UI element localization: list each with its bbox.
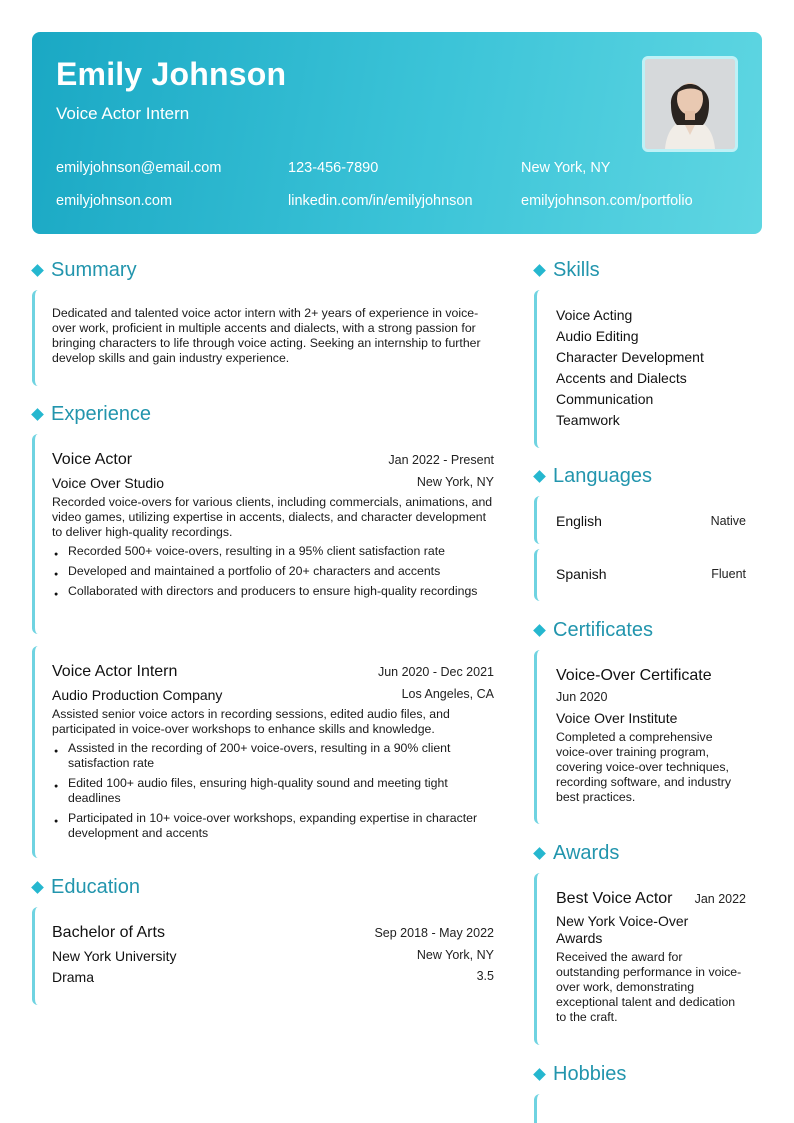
summary-heading-label: Summary xyxy=(51,259,137,281)
location-contact: New York, NY xyxy=(521,160,611,176)
certificate-entry xyxy=(534,650,762,824)
certificate-name: Voice-Over Certificate xyxy=(556,667,712,684)
skills-block xyxy=(534,290,762,448)
job-location: New York, NY xyxy=(416,475,494,489)
phone-contact[interactable]: 123-456-7890 xyxy=(288,160,379,176)
job-description: Assisted senior voice actors in recording sessions, edited audio files, and participated in voice-over workshops to enhance skills and knowledge. xyxy=(52,707,450,736)
certificate-date: Jun 2020 xyxy=(556,690,608,704)
language-item xyxy=(534,549,762,601)
education-date: Sep 2018 - May 2022 xyxy=(374,926,494,940)
job-achievements xyxy=(52,544,494,604)
profile-photo xyxy=(642,56,738,152)
school-name: New York University xyxy=(52,948,177,964)
education-entry xyxy=(32,907,494,1005)
award-issuer: New York Voice-Over Awards xyxy=(556,913,689,946)
language-item xyxy=(534,496,762,544)
skill-item: Audio Editing xyxy=(556,328,639,344)
skill-item: Character Development xyxy=(556,349,704,365)
award-description: Received the award for outstanding performance in voice-over work, demonstrating exceptional talent and dedication to the craft. xyxy=(556,950,742,1024)
field-of-study: Drama xyxy=(52,969,95,985)
hobbies-block xyxy=(534,1094,762,1123)
candidate-name: Emily Johnson xyxy=(56,56,287,92)
job-date: Jun 2020 - Dec 2021 xyxy=(377,665,494,679)
job-location: Los Angeles, CA xyxy=(401,687,494,701)
summary-heading xyxy=(31,259,137,282)
languages-heading-label: Languages xyxy=(553,465,652,487)
summary-text: Dedicated and talented voice actor intern with 2+ years of experience in voice-over work, proficient in multiple accents and dialects, with a strong passion for bringing characters to life through voice acting. Seeking an internship to further develop skills and gain industry experience. xyxy=(52,306,481,365)
diamond-icon xyxy=(533,264,546,277)
job-title: Voice Actor xyxy=(52,451,133,468)
profile-photo-image xyxy=(645,59,735,149)
education-heading-label: Education xyxy=(51,876,140,898)
diamond-icon xyxy=(31,408,44,421)
achievement-item: ● Collaborated with directors and producers to ensure high-quality recordings xyxy=(52,584,494,599)
language-name: English xyxy=(556,513,602,529)
resume-header xyxy=(32,32,762,234)
diamond-icon xyxy=(533,470,546,483)
awards-heading xyxy=(533,842,619,865)
job-description: Recorded voice-overs for various clients, including commercials, animations, and video games, utilizing expertise in accents, dialects, and character development to deliver high-quality recordings. xyxy=(52,495,493,539)
linkedin-contact[interactable]: linkedin.com/in/emilyjohnson xyxy=(288,193,473,209)
job-achievements xyxy=(52,741,494,846)
diamond-icon xyxy=(533,847,546,860)
skill-item: Voice Acting xyxy=(556,307,633,323)
certificate-issuer: Voice Over Institute xyxy=(556,710,678,726)
achievement-item: ● Recorded 500+ voice-overs, resulting in a 95% client satisfaction rate xyxy=(52,544,494,559)
language-name: Spanish xyxy=(556,566,607,582)
skills-heading-label: Skills xyxy=(553,259,600,281)
job-company: Audio Production Company xyxy=(52,687,223,703)
hobbies-heading-label: Hobbies xyxy=(553,1063,627,1085)
diamond-icon xyxy=(533,1068,546,1081)
job-entry xyxy=(32,434,494,634)
job-company: Voice Over Studio xyxy=(52,475,165,491)
school-location: New York, NY xyxy=(416,948,494,962)
job-date: Jan 2022 - Present xyxy=(388,453,494,467)
certificate-description: Completed a comprehensive voice-over training program, covering voice-over techniques, recording software, and industry best practices. xyxy=(556,730,731,804)
achievement-item: ● Assisted in the recording of 200+ voice-overs, resulting in a 90% client satisfaction rate xyxy=(52,741,494,771)
achievement-item: ● Edited 100+ audio files, ensuring high-quality sound and meeting tight deadlines xyxy=(52,776,494,806)
email-contact[interactable]: emilyjohnson@email.com xyxy=(56,160,222,176)
languages-heading xyxy=(533,465,652,488)
achievement-item: ● Participated in 10+ voice-over workshops, expanding expertise in character development and accents xyxy=(52,811,494,841)
achievement-item: ● Developed and maintained a portfolio of 20+ characters and accents xyxy=(52,564,494,579)
award-date: Jan 2022 xyxy=(694,892,746,906)
diamond-icon xyxy=(31,264,44,277)
hobbies-heading xyxy=(533,1063,626,1086)
language-level: Fluent xyxy=(711,567,746,581)
language-level: Native xyxy=(710,514,746,528)
education-heading xyxy=(31,876,140,899)
diamond-icon xyxy=(533,624,546,637)
candidate-role: Voice Actor Intern xyxy=(56,104,190,123)
portfolio-contact[interactable]: emilyjohnson.com/portfolio xyxy=(521,193,693,209)
gpa: 3.5 xyxy=(476,969,494,983)
job-entry xyxy=(32,646,494,858)
skills-heading xyxy=(533,259,600,282)
job-title: Voice Actor Intern xyxy=(52,663,178,680)
diamond-icon xyxy=(31,881,44,894)
website-contact[interactable]: emilyjohnson.com xyxy=(56,193,173,209)
degree: Bachelor of Arts xyxy=(52,924,165,941)
experience-heading xyxy=(31,403,151,426)
skill-item: Accents and Dialects xyxy=(556,370,687,386)
certificates-heading xyxy=(533,619,653,642)
experience-heading-label: Experience xyxy=(51,403,152,425)
certificates-heading-label: Certificates xyxy=(553,619,654,641)
award-entry xyxy=(534,873,762,1045)
awards-heading-label: Awards xyxy=(553,842,620,864)
skill-item: Teamwork xyxy=(556,412,620,428)
award-name: Best Voice Actor xyxy=(556,890,673,907)
summary-block xyxy=(32,290,494,386)
skill-item: Communication xyxy=(556,391,654,407)
